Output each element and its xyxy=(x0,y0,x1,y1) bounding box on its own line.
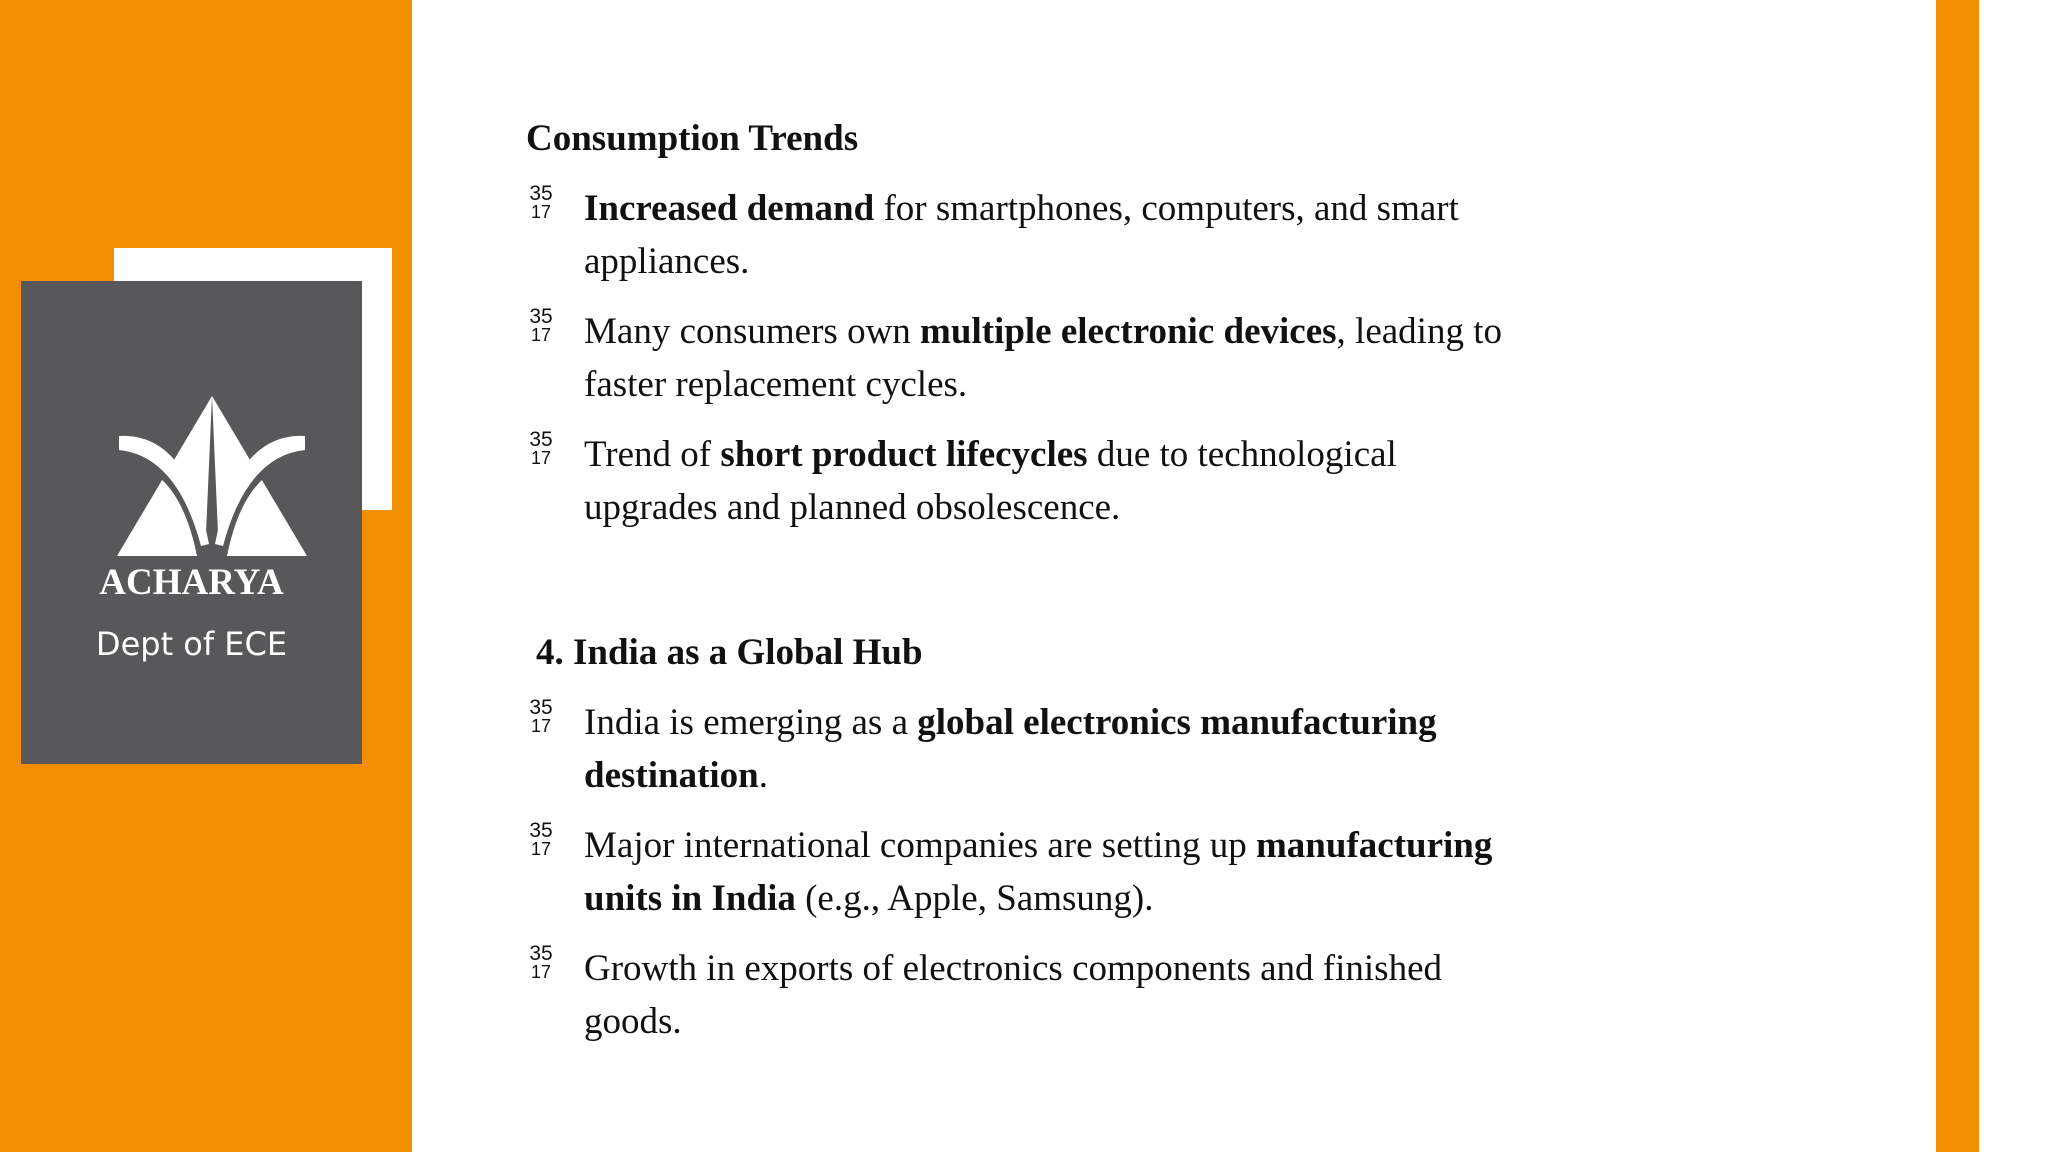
bullet-marker-icon: 35 17 xyxy=(529,696,553,736)
bold-text: short product lifecycles xyxy=(720,434,1088,475)
bullet-list-consumption xyxy=(526,182,1526,534)
bullet-item xyxy=(526,428,1526,534)
text-segment: . xyxy=(758,755,769,796)
logo-wordmark: ACHARYA xyxy=(99,562,284,603)
bullet-item xyxy=(526,305,1526,411)
text-segment: Major international companies are setting up xyxy=(584,825,1256,866)
text-segment: due to technological upgrades and planned obsolescence. xyxy=(584,434,1397,528)
bullet-item xyxy=(526,819,1526,925)
bullet-marker-icon: 35 17 xyxy=(529,819,553,859)
bullet-item xyxy=(526,182,1526,288)
bold-text: multiple electronic devices xyxy=(920,311,1337,352)
acharya-logo-icon xyxy=(117,396,307,556)
logo-box xyxy=(21,281,362,764)
text-segment: , leading to faster replacement cycles. xyxy=(584,311,1502,405)
bullet-marker-icon: 35 17 xyxy=(529,182,553,222)
text-segment: Trend of xyxy=(584,434,721,475)
bold-text: manufacturing units in India xyxy=(584,825,1493,919)
bold-text: Increased demand xyxy=(584,188,875,229)
text-segment: for smartphones, computers, and smart appliances. xyxy=(584,188,1459,282)
bullet-item xyxy=(526,696,1526,802)
bold-text: global electronics manufacturing destination xyxy=(584,702,1437,796)
text-segment: (e.g., Apple, Samsung). xyxy=(795,878,1154,919)
slide-content xyxy=(526,112,1526,1065)
text-segment: Many consumers own xyxy=(584,311,921,352)
bullet-marker-icon: 35 17 xyxy=(529,305,553,345)
right-accent-stripe xyxy=(1936,0,1979,1152)
section-heading-india-hub: 4. India as a Global Hub xyxy=(536,632,923,673)
bullet-item xyxy=(526,942,1526,1048)
bullet-list-india-hub xyxy=(526,696,1526,1048)
text-segment: India is emerging as a xyxy=(584,702,918,743)
text-segment: Growth in exports of electronics components and finished goods. xyxy=(584,948,1442,1042)
department-label: Dept of ECE xyxy=(95,625,288,663)
bullet-marker-icon: 35 17 xyxy=(529,428,553,468)
bullet-marker-icon: 35 17 xyxy=(529,942,553,982)
section-heading-consumption: Consumption Trends xyxy=(526,118,859,159)
